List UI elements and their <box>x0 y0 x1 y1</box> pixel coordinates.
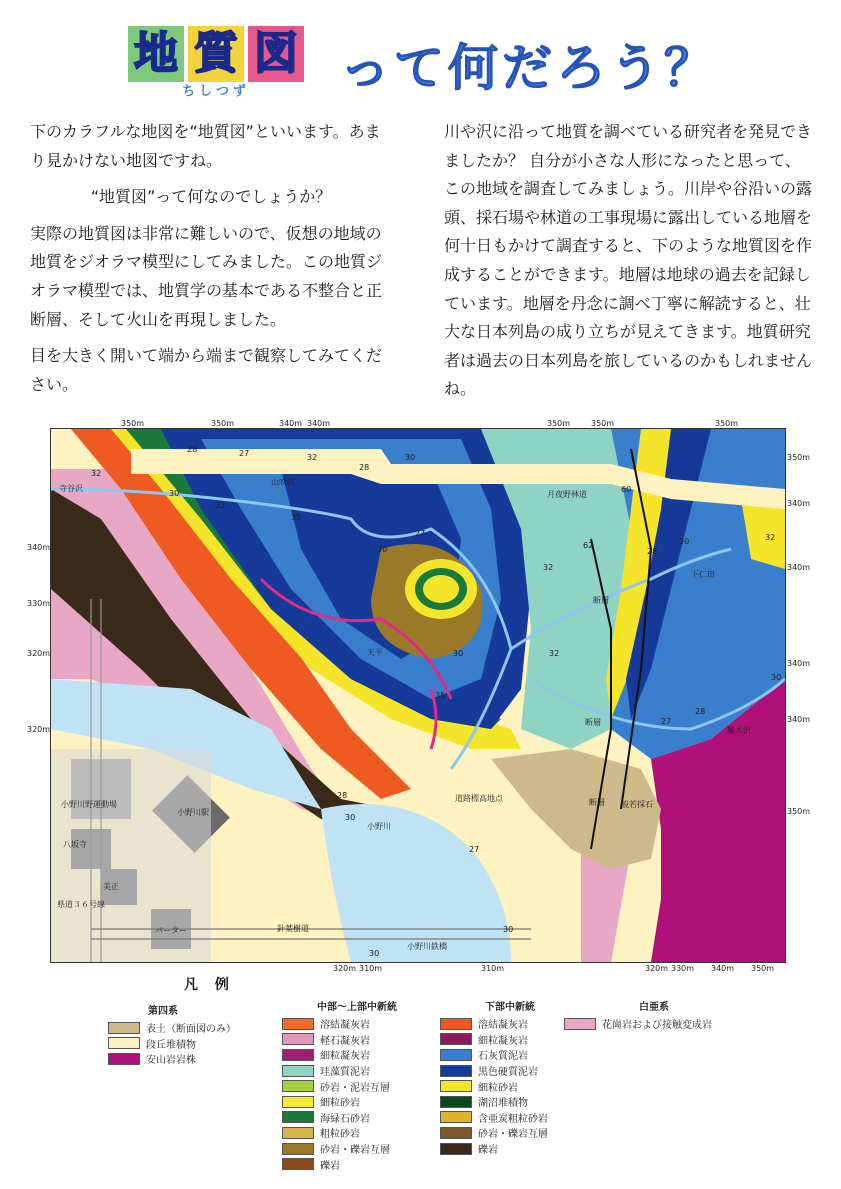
map-right-tick-2: 340m <box>787 499 811 508</box>
dip-value: 27 <box>415 529 426 538</box>
map-label-hannya-quarry: 般若採石 <box>621 800 653 809</box>
dip-value: 60 <box>621 485 632 494</box>
dip-value: 32 <box>549 649 560 658</box>
map-right-tick-4: 340m <box>787 659 811 668</box>
dip-value: 35 <box>435 691 446 700</box>
dip-value: 30 <box>169 489 180 498</box>
legend-item <box>440 1094 580 1110</box>
legend-label: 細粒凝灰岩 <box>478 1035 528 1047</box>
legend-item <box>440 1110 580 1126</box>
legend-swatch <box>282 1065 314 1077</box>
dip-value: 27 <box>469 845 480 854</box>
map-bottom-tick-1: 320m <box>333 964 357 973</box>
legend-swatch <box>440 1065 472 1077</box>
dip-value: 32 <box>765 533 776 542</box>
title-char-1: 地 <box>128 26 184 82</box>
legend-item <box>282 1156 432 1172</box>
legend-item <box>108 1051 268 1067</box>
title-char-3: 図 <box>248 26 304 82</box>
dip-value: 30 <box>345 813 356 822</box>
legend-item <box>282 1032 432 1048</box>
legend-item <box>282 1063 432 1079</box>
legend-label: 花崗岩および接触変成岩 <box>602 1020 712 1032</box>
dip-value: 30 <box>453 649 464 658</box>
map-top-tick-4: 340m <box>307 419 331 428</box>
legend-label: 細粒砂岩 <box>478 1082 518 1094</box>
map-label-shimonita: 下仁田 <box>691 570 715 579</box>
legend-item <box>282 1047 432 1063</box>
dip-value: 30 <box>369 949 380 958</box>
legend-swatch <box>440 1049 472 1061</box>
legend-item <box>440 1063 580 1079</box>
dip-value: 30 <box>679 537 690 546</box>
legend-item <box>440 1016 580 1032</box>
legend-swatch <box>108 1053 140 1065</box>
map-right-tick-5: 340m <box>787 715 811 724</box>
legend-label: 細粒砂岩 <box>320 1098 360 1110</box>
legend-group-lower-miocene <box>440 998 580 1156</box>
left-paragraph-4: 目を大きく開いて端から端まで観察してみてください。 <box>30 346 383 394</box>
dip-value: 32 <box>543 563 554 572</box>
legend-swatch <box>440 1080 472 1092</box>
legend-group-quaternary <box>108 1002 268 1067</box>
left-column <box>30 118 392 407</box>
dip-value: 35 <box>291 513 302 522</box>
title-char-2: 質 <box>188 26 244 82</box>
legend-swatch <box>282 1033 314 1045</box>
map-right-tick-6: 350m <box>787 807 811 816</box>
left-paragraph-1: 下のカラフルな地図を“地質図”といいます。あまり見かけない地図ですね。 <box>30 122 381 170</box>
legend-label: 粗粒砂岩 <box>320 1129 360 1141</box>
map-label-elevation-point: 道路標高地点 <box>455 794 503 803</box>
legend-swatch <box>282 1096 314 1108</box>
dome-core <box>423 575 459 603</box>
urban-area <box>51 749 211 962</box>
legend-label: 表土（断面図のみ） <box>146 1024 236 1036</box>
dip-value: 30 <box>405 453 416 462</box>
map-left-tick-3: 320m <box>27 649 51 658</box>
legend-label: 砂岩・泥岩互層 <box>320 1082 390 1094</box>
geologic-map-svg <box>51 429 785 962</box>
map-right-tick-3: 340m <box>787 563 811 572</box>
dip-value: 28 <box>695 707 706 716</box>
dip-value: 32 <box>91 469 102 478</box>
legend-swatch <box>440 1018 472 1030</box>
title-ruby: ちしつず <box>182 84 251 99</box>
legend-item <box>282 1016 432 1032</box>
map-label-onogawa-bridge: 小野川鉄橋 <box>407 942 447 951</box>
legend-group-head: 下部中新統 <box>485 1002 535 1013</box>
map-label-yasakadera: 八坂寺 <box>63 840 87 849</box>
map-label-fault-1: 断層 <box>593 596 609 605</box>
legend-label: 砂岩・礫岩互層 <box>478 1129 548 1141</box>
legend-label: 礫岩 <box>478 1145 498 1157</box>
map-label-onogawa: 小野川 <box>367 822 391 831</box>
map-top-tick-2: 350m <box>211 419 235 428</box>
map-label-fault-2: 断層 <box>585 718 601 727</box>
legend-item <box>564 1016 744 1032</box>
legend-swatch <box>108 1022 140 1034</box>
map-bottom-tick-4: 320m <box>645 964 669 973</box>
legend-swatch <box>282 1111 314 1123</box>
map-top-tick-5: 350m <box>547 419 571 428</box>
legend-item <box>440 1141 580 1157</box>
legend-swatch <box>440 1033 472 1045</box>
map-label-forest-road: 月夜野林道 <box>547 490 587 499</box>
legend-swatch <box>282 1127 314 1139</box>
map-label-misho: 美正 <box>103 882 119 891</box>
legend-swatch <box>282 1158 314 1170</box>
legend-swatch <box>440 1143 472 1155</box>
legend-group-head: 第四系 <box>148 1006 178 1017</box>
legend-label: 湖沼堆積物 <box>478 1098 528 1110</box>
map-label-tenpei: 天平 <box>367 648 383 657</box>
map-top-tick-1: 350m <box>121 419 145 428</box>
legend-item <box>282 1110 432 1126</box>
map-label-sports-ground: 小野川野運動場 <box>61 800 117 809</box>
legend-label: 細粒凝灰岩 <box>320 1051 370 1063</box>
legend-swatch <box>564 1018 596 1030</box>
legend-group-mid-upper-miocene <box>282 998 432 1172</box>
legend-label: 溶結凝灰岩 <box>320 1020 370 1032</box>
legend-swatch <box>440 1111 472 1123</box>
legend-label: 珪藻質泥岩 <box>320 1067 370 1079</box>
map-top-tick-3: 340m <box>279 419 303 428</box>
legend-label: 含亜炭粗粒砂岩 <box>478 1113 548 1125</box>
map-bottom-tick-2: 310m <box>359 964 383 973</box>
map-label-yamabukizawa: 山吹沢 <box>271 478 295 487</box>
legend-group-head: 白亜系 <box>639 1002 669 1013</box>
map-top-tick-6: 350m <box>591 419 615 428</box>
legend-item <box>440 1047 580 1063</box>
left-paragraph-3: 実際の地質図は非常に難しいので、仮想の地域の地質をジオラマ模型にしてみました。この地質ジオラマ模型では、地質学の基本である不整合と正断層、そして火山を再現しました。 <box>30 223 383 329</box>
legend-item <box>282 1141 432 1157</box>
dip-value: 32 <box>215 501 226 510</box>
map-label-onogawa-station: 小野川駅 <box>177 808 209 817</box>
legend-label: 海緑石砂岩 <box>320 1113 370 1125</box>
legend-label: 礫岩 <box>320 1160 340 1172</box>
map-left-tick-4: 320m <box>27 725 51 734</box>
dip-value: 32 <box>307 453 318 462</box>
map-left-tick-2: 330m <box>27 599 51 608</box>
legend-label: 段丘堆積物 <box>146 1039 196 1051</box>
legend-item <box>440 1032 580 1048</box>
legend-label: 安山岩岩株 <box>146 1055 196 1067</box>
dip-value: 27 <box>239 449 250 458</box>
legend-label: 石灰質泥岩 <box>478 1051 528 1063</box>
legend-swatch <box>282 1080 314 1092</box>
right-paragraph-1: 川や沢に沿って地質を調べている研究者を発見できましたか？ 自分が小さな人形になったと思って、この地域を調査してみましょう。川岸や谷沿いの露頭、採石場や林道の工事現場に露出している地層を何十日もかけて調査すると、下のような地質図を作成することができます。地層は地球の過去を記録しています。地層を丹念に調べ丁寧に解読すると、壮大な日本列島の成り立ちが見えてきます。地質研究者は過去の日本列島を旅しているのかもしれませんね。 <box>444 122 813 399</box>
map-right-tick-1: 350m <box>787 453 811 462</box>
map-label-fault-3: 断層 <box>589 798 605 807</box>
dip-value: 30 <box>771 673 782 682</box>
map-label-terayazawa: 寺谷沢 <box>59 484 83 493</box>
map-bottom-tick-7: 350m <box>751 964 775 973</box>
legend-label: 溶結凝灰岩 <box>478 1020 528 1032</box>
map-bottom-tick-6: 340m <box>711 964 735 973</box>
dip-value: 27 <box>661 717 672 726</box>
map-label-parter: パーター <box>155 926 187 935</box>
legend-group-cretaceous <box>564 998 744 1032</box>
dip-value: 62 <box>583 541 594 550</box>
legend-item <box>108 1036 268 1052</box>
legend-swatch <box>440 1127 472 1139</box>
legend-label: 黒色硬質泥岩 <box>478 1067 538 1079</box>
legend-item <box>108 1020 268 1036</box>
legend-item <box>282 1094 432 1110</box>
title-rest: って何だろう？ <box>340 39 718 97</box>
page-title <box>128 26 728 106</box>
legend-swatch <box>440 1096 472 1108</box>
legend-item <box>282 1078 432 1094</box>
left-paragraph-2: “地質図”って何なのでしょうか？ <box>90 187 332 207</box>
legend-label: 砂岩・礫岩互層 <box>320 1145 390 1157</box>
map-label-zokizawa: 雑木沢 <box>727 726 751 735</box>
map-left-tick-1: 340m <box>27 543 51 552</box>
dip-value: 28 <box>359 463 370 472</box>
map-label-conifer-road: 針葉樹道 <box>277 924 309 933</box>
map-bottom-tick-5: 330m <box>671 964 695 973</box>
dip-value: 30 <box>377 545 388 554</box>
legend-swatch <box>282 1049 314 1061</box>
right-column <box>444 118 812 412</box>
legend-group-head: 中部～上部中新統 <box>317 1002 397 1013</box>
map-top-tick-7: 350m <box>715 419 739 428</box>
dip-value: 28 <box>337 791 348 800</box>
legend-swatch <box>108 1037 140 1049</box>
map-label-prefectural-road: 県道３６号線 <box>57 900 105 909</box>
dip-value: 28 <box>647 547 658 556</box>
legend-swatch <box>282 1143 314 1155</box>
legend-item <box>440 1125 580 1141</box>
dip-value: 28 <box>187 445 198 454</box>
legend-swatch <box>282 1018 314 1030</box>
geologic-map <box>27 419 811 973</box>
legend-label: 軽石凝灰岩 <box>320 1035 370 1047</box>
dip-value: 30 <box>503 925 514 934</box>
legend-item <box>282 1125 432 1141</box>
map-bottom-tick-3: 310m <box>481 964 505 973</box>
legend-item <box>440 1078 580 1094</box>
legend-title: 凡 例 <box>184 977 235 993</box>
